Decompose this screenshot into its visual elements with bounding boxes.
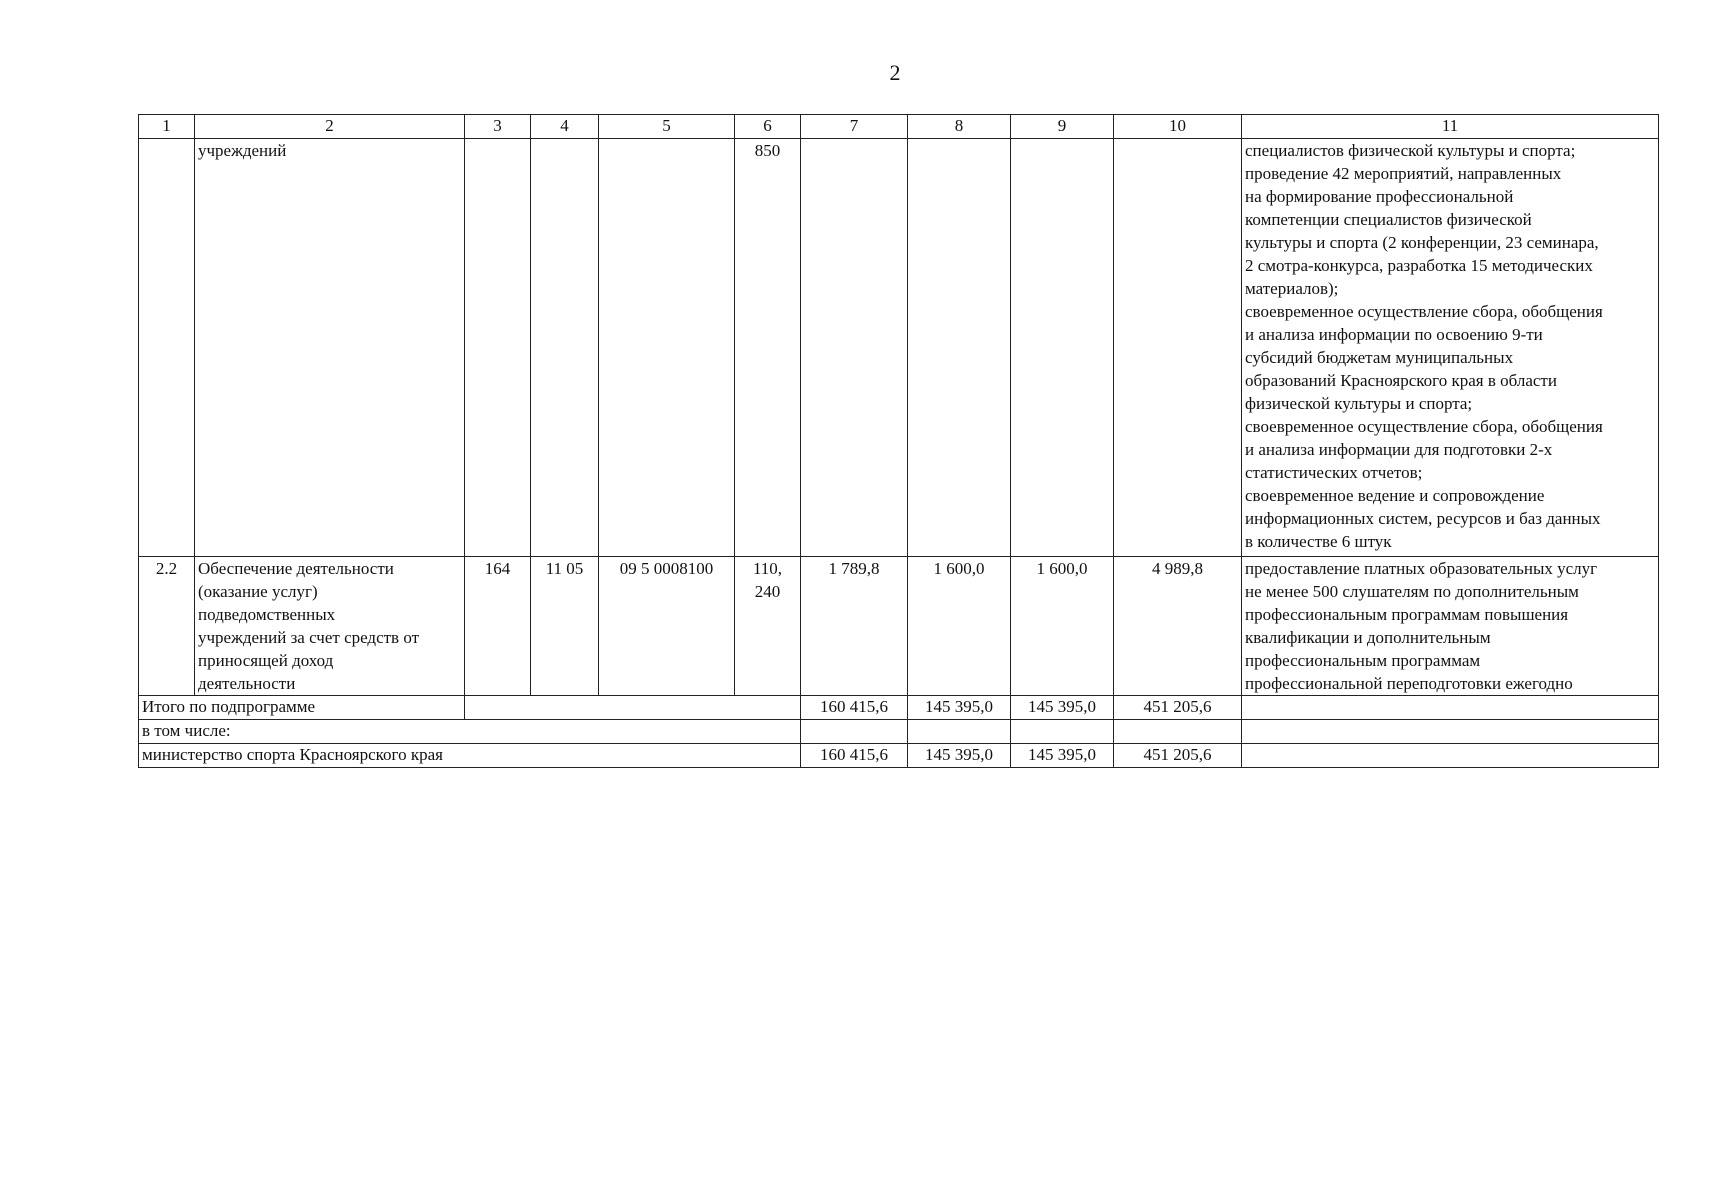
expense-type-cell bbox=[735, 557, 801, 696]
table-row-total bbox=[139, 696, 1659, 720]
expense-type-cell: 850 bbox=[735, 139, 801, 557]
empty-cell bbox=[1011, 720, 1114, 744]
column-header: 6 bbox=[735, 115, 801, 139]
column-header: 10 bbox=[1114, 115, 1242, 139]
result-line: профессиональным программам повышения bbox=[1245, 605, 1569, 624]
result-line: профессиональной переподготовки ежегодно bbox=[1245, 674, 1573, 693]
result-line: культуры и спорта (2 конференции, 23 семинара, bbox=[1245, 233, 1599, 252]
result-line: на формирование профессиональной bbox=[1245, 187, 1514, 206]
amount-cell: 1 789,8 bbox=[801, 557, 908, 696]
empty-cell bbox=[1114, 139, 1242, 557]
amount-cell: 145 395,0 bbox=[908, 696, 1011, 720]
column-header: 9 bbox=[1011, 115, 1114, 139]
table-row-including bbox=[139, 720, 1659, 744]
result-line: образований Красноярского края в области bbox=[1245, 371, 1557, 390]
expected-result-cell bbox=[1242, 557, 1659, 696]
table-row-ministry bbox=[139, 744, 1659, 768]
empty-cell bbox=[1114, 720, 1242, 744]
total-label-cell: Итого по подпрограмме bbox=[139, 696, 465, 720]
result-line: компетенции специалистов физической bbox=[1245, 210, 1532, 229]
result-line: своевременное осуществление сбора, обобщения bbox=[1245, 302, 1603, 321]
empty-cell bbox=[465, 696, 801, 720]
result-line: своевременное ведение и сопровождение bbox=[1245, 486, 1545, 505]
result-line: специалистов физической культуры и спорта; bbox=[1245, 141, 1576, 160]
name-line: приносящей доход bbox=[198, 651, 334, 670]
empty-cell bbox=[908, 720, 1011, 744]
amount-cell: 145 395,0 bbox=[908, 744, 1011, 768]
amount-cell: 1 600,0 bbox=[1011, 557, 1114, 696]
result-line: проведение 42 мероприятий, направленных bbox=[1245, 164, 1562, 183]
budget-table bbox=[138, 114, 1659, 768]
empty-cell bbox=[1011, 139, 1114, 557]
expense-type-line: 110, bbox=[752, 559, 783, 578]
result-line: и анализа информации для подготовки 2-х bbox=[1245, 440, 1553, 459]
table-row-continuation bbox=[139, 139, 1659, 557]
column-header: 1 bbox=[139, 115, 195, 139]
name-line: (оказание услуг) bbox=[198, 582, 318, 601]
result-line: 2 смотра-конкурса, разработка 15 методических bbox=[1245, 256, 1593, 275]
amount-cell: 451 205,6 bbox=[1114, 696, 1242, 720]
column-header: 2 bbox=[195, 115, 465, 139]
result-line: субсидий бюджетам муниципальных bbox=[1245, 348, 1514, 367]
column-header: 5 bbox=[599, 115, 735, 139]
amount-cell: 160 415,6 bbox=[801, 696, 908, 720]
amount-cell: 451 205,6 bbox=[1114, 744, 1242, 768]
amount-cell: 1 600,0 bbox=[908, 557, 1011, 696]
table-row-2-2 bbox=[139, 557, 1659, 696]
result-line: своевременное осуществление сбора, обобщения bbox=[1245, 417, 1603, 436]
result-line: информационных систем, ресурсов и баз данных bbox=[1245, 509, 1601, 528]
result-line: материалов); bbox=[1245, 279, 1339, 298]
amount-cell: 160 415,6 bbox=[801, 744, 908, 768]
name-line: Обеспечение деятельности bbox=[198, 559, 394, 578]
result-line: физической культуры и спорта; bbox=[1245, 394, 1473, 413]
grbs-code-cell: 164 bbox=[465, 557, 531, 696]
row-name-cell bbox=[195, 557, 465, 696]
name-line: подведомственных bbox=[198, 605, 336, 624]
result-line: не менее 500 слушателям по дополнительным bbox=[1245, 582, 1579, 601]
column-number-header-row bbox=[139, 115, 1659, 139]
result-line: квалификации и дополнительным bbox=[1245, 628, 1491, 647]
result-line: предоставление платных образовательных услуг bbox=[1245, 559, 1598, 578]
empty-cell bbox=[1242, 720, 1659, 744]
row-number-cell bbox=[139, 139, 195, 557]
ministry-label-cell: министерство спорта Красноярского края bbox=[139, 744, 801, 768]
row-number-cell: 2.2 bbox=[139, 557, 195, 696]
name-line: деятельности bbox=[198, 674, 296, 693]
section-code-cell: 11 05 bbox=[531, 557, 599, 696]
amount-cell: 4 989,8 bbox=[1114, 557, 1242, 696]
empty-cell bbox=[801, 139, 908, 557]
amount-cell: 145 395,0 bbox=[1011, 696, 1114, 720]
column-header: 7 bbox=[801, 115, 908, 139]
result-line: профессиональным программам bbox=[1245, 651, 1481, 670]
column-header: 3 bbox=[465, 115, 531, 139]
expected-result-cell bbox=[1242, 139, 1659, 557]
column-header: 4 bbox=[531, 115, 599, 139]
empty-cell bbox=[1242, 744, 1659, 768]
name-line: учреждений за счет средств от bbox=[198, 628, 420, 647]
empty-cell bbox=[531, 139, 599, 557]
amount-cell: 145 395,0 bbox=[1011, 744, 1114, 768]
result-line: статистических отчетов; bbox=[1245, 463, 1423, 482]
page-number: 2 bbox=[889, 60, 901, 85]
result-line: в количестве 6 штук bbox=[1245, 532, 1392, 551]
including-label-cell: в том числе: bbox=[139, 720, 801, 744]
empty-cell bbox=[801, 720, 908, 744]
column-header: 8 bbox=[908, 115, 1011, 139]
empty-cell bbox=[1242, 696, 1659, 720]
empty-cell bbox=[465, 139, 531, 557]
expense-type-line: 240 bbox=[754, 582, 781, 601]
row-name-cell: учреждений bbox=[195, 139, 465, 557]
empty-cell bbox=[908, 139, 1011, 557]
empty-cell bbox=[599, 139, 735, 557]
result-line: и анализа информации по освоению 9-ти bbox=[1245, 325, 1543, 344]
target-code-cell: 09 5 0008100 bbox=[599, 557, 735, 696]
column-header: 11 bbox=[1242, 115, 1659, 139]
